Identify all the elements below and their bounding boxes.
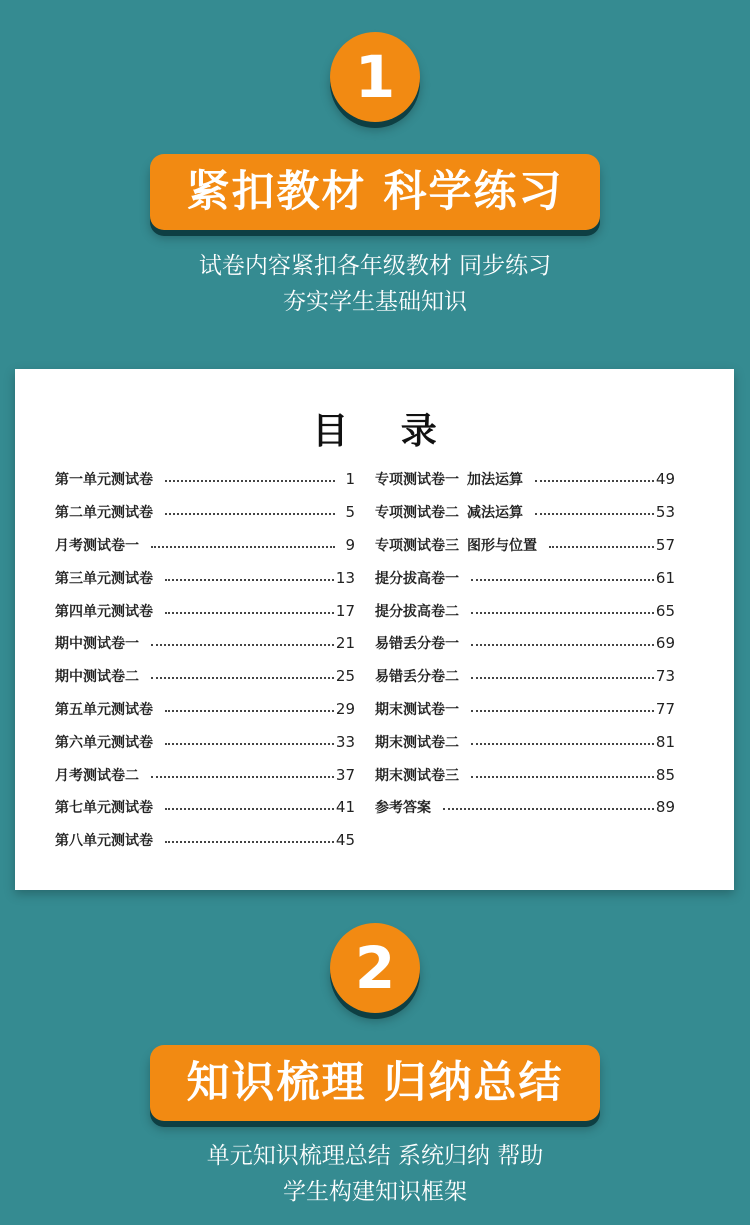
toc-page-number: 21 (335, 634, 355, 653)
toc-entry (55, 627, 355, 660)
toc-page-number: 1 (345, 470, 355, 489)
toc-page-number: 89 (655, 798, 675, 817)
toc-dot-leader (165, 808, 334, 810)
toc-entry-label (375, 732, 459, 752)
toc-page-number: 9 (345, 535, 355, 554)
toc-page-number: 49 (655, 470, 675, 489)
toc-entry-title: 易错丢分卷一 (375, 636, 459, 653)
section-1-desc-line-2: 夯实学生基础知识 (283, 289, 467, 315)
toc-entry (375, 561, 675, 594)
toc-entry-label (55, 601, 153, 621)
toc-dot-leader (471, 612, 654, 614)
toc-page-number: 29 (335, 699, 355, 718)
toc-page-number: 33 (335, 732, 355, 751)
toc-dot-leader (151, 677, 334, 679)
toc-entry-label (55, 666, 139, 686)
toc-entry (375, 758, 675, 791)
toc-entry-title: 第一单元测试卷 (55, 472, 153, 489)
section-2-number-badge: 2 (330, 923, 420, 1013)
toc-dot-leader (471, 776, 654, 778)
toc-dot-leader (165, 841, 334, 843)
toc-page-number: 57 (655, 535, 675, 554)
toc-dot-leader (443, 808, 654, 810)
toc-dot-leader (165, 743, 334, 745)
toc-entry-title: 期中测试卷二 (55, 669, 139, 686)
toc-entry-label (375, 535, 537, 555)
toc-entry (375, 693, 675, 726)
toc-entry (55, 594, 355, 627)
toc-dot-leader (471, 710, 654, 712)
toc-entry-title: 专项测试卷三 (375, 537, 459, 554)
toc-entry-label (375, 666, 459, 686)
toc-entry (375, 529, 675, 562)
toc-entry-label (55, 830, 153, 850)
toc-dot-leader (471, 743, 654, 745)
toc-entry-label (55, 765, 139, 785)
toc-entry-label (375, 633, 459, 653)
toc-entry-title: 提分拔高卷二 (375, 603, 459, 620)
toc-entry-label (375, 797, 431, 817)
section-2-description (0, 1138, 750, 1210)
toc-page-number: 77 (655, 699, 675, 718)
toc-page-number: 45 (335, 831, 355, 850)
toc-entry (375, 660, 675, 693)
toc-dot-leader (471, 579, 654, 581)
toc-entry-label (375, 699, 459, 719)
toc-right-column (375, 463, 675, 824)
toc-entry-title: 第五单元测试卷 (55, 701, 153, 718)
section-1-description (0, 248, 750, 320)
toc-entry-label (55, 469, 153, 489)
toc-entry-label (55, 699, 153, 719)
toc-dot-leader (165, 480, 335, 482)
toc-entry-title: 期末测试卷一 (375, 701, 459, 718)
toc-page-number: 5 (345, 503, 355, 522)
toc-entry-title: 期末测试卷三 (375, 767, 459, 784)
toc-entry (375, 791, 675, 824)
toc-entry-label (375, 568, 459, 588)
section-1-title-banner: 紧扣教材 科学练习 (150, 154, 600, 230)
toc-dot-leader (165, 710, 334, 712)
toc-title: 目 录 (312, 411, 457, 452)
toc-entry (55, 791, 355, 824)
toc-dot-leader (535, 513, 654, 515)
toc-dot-leader (549, 546, 654, 548)
toc-entry (55, 758, 355, 791)
toc-entry-title: 第四单元测试卷 (55, 603, 153, 620)
toc-entry-title: 易错丢分卷二 (375, 669, 459, 686)
toc-entry (375, 594, 675, 627)
section-1-desc-line-1: 试卷内容紧扣各年级教材 同步练习 (198, 253, 552, 279)
toc-entry (55, 725, 355, 758)
toc-entry-label (55, 502, 153, 522)
toc-entry (55, 824, 355, 857)
toc-page-number: 69 (655, 634, 675, 653)
toc-entry-label (375, 601, 459, 621)
toc-entry-label (375, 765, 459, 785)
section-2-desc-line-2: 学生构建知识框架 (283, 1179, 467, 1205)
toc-page-number: 25 (335, 667, 355, 686)
toc-page-number: 53 (655, 503, 675, 522)
toc-entry-title: 提分拔高卷一 (375, 570, 459, 587)
toc-dot-leader (535, 480, 654, 482)
toc-entry-title: 专项测试卷二 (375, 505, 459, 522)
toc-entry (375, 725, 675, 758)
toc-entry-title: 第七单元测试卷 (55, 800, 153, 817)
toc-entry-subtitle: 减法运算 (467, 505, 523, 522)
toc-entry-subtitle: 图形与位置 (467, 537, 537, 554)
toc-dot-leader (165, 513, 335, 515)
toc-page-number: 85 (655, 765, 675, 784)
toc-entry-title: 专项测试卷一 (375, 472, 459, 489)
toc-entry-title: 期中测试卷一 (55, 636, 139, 653)
toc-entry-title: 第六单元测试卷 (55, 734, 153, 751)
toc-dot-leader (165, 612, 334, 614)
section-2-desc-line-1: 单元知识梳理总结 系统归纳 帮助 (206, 1143, 544, 1169)
toc-entry (55, 693, 355, 726)
toc-entry (55, 529, 355, 562)
toc-entry-label (55, 732, 153, 752)
toc-page-number: 65 (655, 601, 675, 620)
toc-entry-label (55, 797, 153, 817)
toc-page-number: 81 (655, 732, 675, 751)
toc-entry (375, 463, 675, 496)
toc-dot-leader (151, 776, 334, 778)
section-1-number-badge: 1 (330, 32, 420, 122)
table-of-contents-card (15, 369, 734, 890)
toc-page-number: 17 (335, 601, 355, 620)
toc-entry-title: 参考答案 (375, 800, 431, 817)
toc-page-number: 41 (335, 798, 355, 817)
toc-entry-label (55, 633, 139, 653)
toc-entry-title: 第二单元测试卷 (55, 505, 153, 522)
toc-entry (55, 660, 355, 693)
toc-entry-title: 期末测试卷二 (375, 734, 459, 751)
toc-left-column (55, 463, 355, 857)
toc-entry (55, 496, 355, 529)
toc-dot-leader (471, 644, 654, 646)
toc-dot-leader (151, 644, 334, 646)
toc-entry (375, 627, 675, 660)
toc-entry-title: 第三单元测试卷 (55, 570, 153, 587)
toc-dot-leader (151, 546, 335, 548)
toc-dot-leader (471, 677, 654, 679)
toc-entry (55, 561, 355, 594)
toc-entry-title: 第八单元测试卷 (55, 833, 153, 850)
toc-entry-title: 月考测试卷二 (55, 767, 139, 784)
toc-page-number: 13 (335, 568, 355, 587)
toc-page-number: 61 (655, 568, 675, 587)
toc-page-number: 73 (655, 667, 675, 686)
toc-entry-title: 月考测试卷一 (55, 537, 139, 554)
section-2-title-banner: 知识梳理 归纳总结 (150, 1045, 600, 1121)
toc-entry-label (55, 568, 153, 588)
toc-entry (375, 496, 675, 529)
toc-entry-label (375, 469, 523, 489)
toc-entry-label (55, 535, 139, 555)
toc-entry-label (375, 502, 523, 522)
toc-dot-leader (165, 579, 334, 581)
toc-page-number: 37 (335, 765, 355, 784)
toc-entry-subtitle: 加法运算 (467, 472, 523, 489)
toc-entry (55, 463, 355, 496)
